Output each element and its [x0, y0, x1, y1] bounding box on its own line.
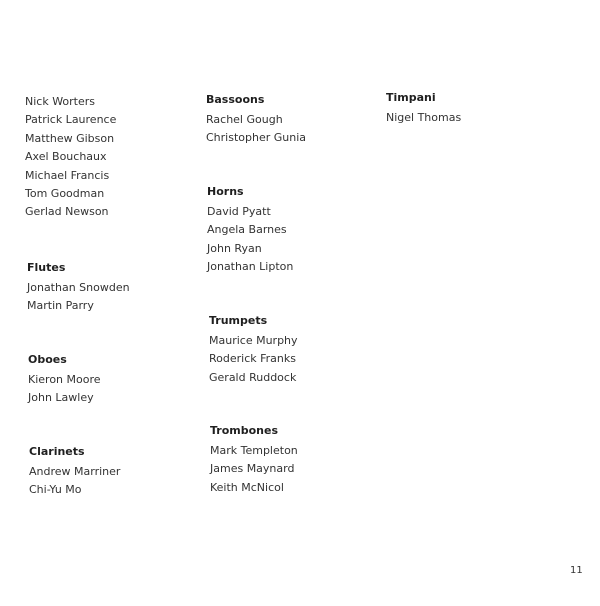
- player-name: John Lawley: [28, 391, 94, 405]
- horns-section: [207, 185, 377, 277]
- flutes-section: [27, 261, 197, 316]
- player-name: Andrew Marriner: [29, 465, 121, 478]
- player-name: Keith McNicol: [210, 480, 284, 494]
- player-name: Axel Bouchaux: [25, 150, 107, 164]
- player-name: John Ryan: [207, 241, 262, 255]
- player-name: Jonathan Lipton: [207, 260, 294, 274]
- player-name: Mark Templeton: [210, 444, 298, 457]
- player-name: Gerlad Newson: [25, 205, 109, 219]
- player-name: Nigel Thomas: [386, 111, 462, 124]
- section-heading: Flutes: [27, 261, 66, 274]
- player-name: Patrick Laurence: [25, 113, 117, 127]
- player-name: David Pyatt: [207, 205, 271, 218]
- section-heading: Trombones: [210, 424, 279, 437]
- bassoons-section: [206, 93, 376, 148]
- section-heading: Bassoons: [206, 93, 265, 106]
- player-name: Matthew Gibson: [25, 131, 115, 145]
- clarinets-section: [29, 445, 199, 500]
- trombones-section: [210, 424, 380, 497]
- player-name: Martin Parry: [27, 299, 94, 313]
- timpani-section: [386, 91, 556, 127]
- player-name: Christopher Gunia: [206, 131, 307, 145]
- oboes-section: [28, 353, 198, 408]
- player-name: Angela Barnes: [207, 223, 287, 237]
- player-name: Roderick Franks: [209, 352, 296, 366]
- player-name: Kieron Moore: [28, 373, 101, 386]
- trumpets-section: [209, 314, 379, 387]
- player-name: Nick Worters: [25, 95, 96, 108]
- player-name: Jonathan Snowden: [27, 281, 130, 294]
- string-players-list: [25, 93, 195, 222]
- page-number: 11: [570, 565, 583, 576]
- section-heading: Timpani: [386, 91, 436, 104]
- section-heading: Clarinets: [29, 445, 85, 458]
- section-heading: Oboes: [28, 353, 67, 366]
- player-name: Chi-Yu Mo: [29, 483, 82, 497]
- player-name: James Maynard: [210, 462, 295, 476]
- player-name: Gerald Ruddock: [209, 370, 297, 384]
- section-heading: Trumpets: [209, 314, 268, 327]
- player-name: Maurice Murphy: [209, 334, 298, 347]
- player-name: Rachel Gough: [206, 113, 283, 126]
- player-name: Michael Francis: [25, 168, 110, 182]
- player-name: Tom Goodman: [25, 186, 105, 200]
- section-heading: Horns: [207, 185, 244, 198]
